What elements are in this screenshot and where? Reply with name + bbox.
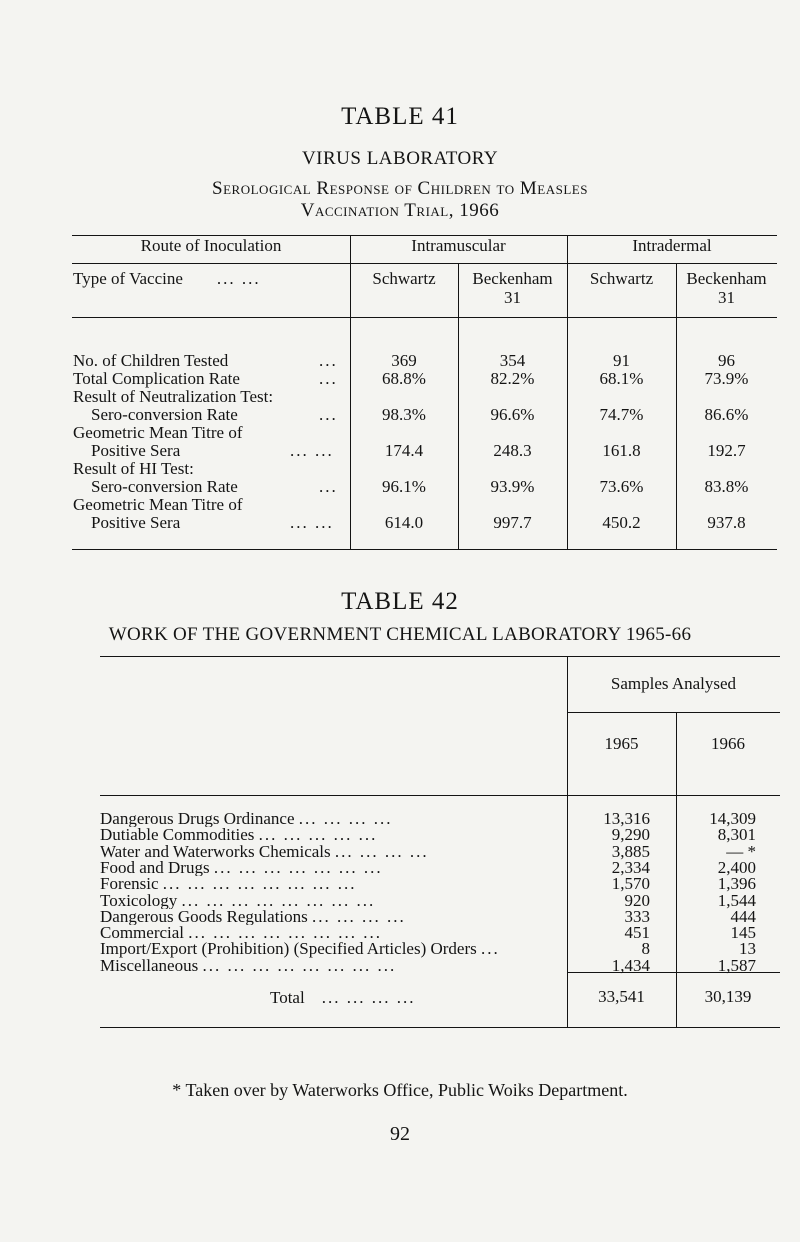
table41-cell: 174.4	[384, 441, 424, 460]
table42-row-label: Commercial ... ... ... ... ... ... ... ...	[100, 925, 383, 942]
table42-cell-1966: 444	[730, 906, 756, 926]
table41-header-bottom-rule	[72, 317, 777, 318]
table42-row-label: Dangerous Goods Regulations ... ... ... ...	[100, 908, 406, 925]
table41-subtitle: VIRUS LABORATORY	[301, 148, 499, 169]
table42-cell-1965: 2,334	[611, 857, 650, 877]
table41-cell: 96	[718, 351, 735, 370]
table41-caption-line1: Serological Response of Children to Measles	[212, 178, 588, 199]
table41-cell: 937.8	[707, 513, 746, 532]
total-1965: 33,541	[598, 987, 645, 1006]
table41-cell: 68.1%	[599, 369, 644, 388]
table41-cell: 614.0	[384, 513, 424, 532]
vaccine-header-beckenham-im: Beckenham 31	[472, 269, 553, 307]
table41-header-rule	[72, 263, 777, 264]
table41-cell: 68.8%	[382, 369, 426, 388]
table42-row-label: Food and Drugs ... ... ... ... ... ... ...	[100, 859, 383, 877]
table41-cell: 74.7%	[599, 405, 644, 424]
table41-row-label: Geometric Mean Titre of	[73, 423, 243, 442]
table41-cell: 450.2	[602, 513, 641, 532]
table42-cell-1966: 1,544	[717, 890, 756, 910]
table42-cell-1965: 920	[624, 890, 650, 910]
intradermal-header: Intradermal	[632, 236, 712, 255]
table41-row-label: Result of Neutralization Test:	[73, 387, 274, 406]
table41-row-label: Geometric Mean Titre of	[73, 495, 243, 514]
table41-row-leader: ...	[319, 351, 338, 370]
table41-cell: 96.6%	[490, 405, 535, 424]
table41-cell: 86.6%	[704, 405, 749, 424]
table42-cell-1965: 1,434	[611, 955, 650, 975]
table41-row-label: No. of Children Tested	[73, 351, 229, 370]
table42-cell-1966: 8,301	[717, 825, 756, 845]
table42-cell-1965: 1,570	[611, 874, 650, 894]
table41-cell: 354	[499, 351, 526, 370]
table41-cell: 73.6%	[599, 477, 644, 496]
table41-cell: 73.9%	[704, 369, 749, 388]
table42-cell-1966: 1,587	[717, 955, 756, 975]
table41-title: TABLE 41	[341, 103, 459, 130]
table42-cell-1966: 13	[739, 939, 756, 959]
table41-row-leader: ... ...	[290, 513, 334, 532]
table41-cell: 161.8	[602, 441, 641, 460]
table41-cell: 192.7	[707, 441, 746, 460]
table41-cell: 83.8%	[704, 477, 749, 496]
table41-cell: 98.3%	[382, 405, 426, 424]
table42-header-bottom-rule	[100, 795, 780, 796]
vaccine-header-beckenham-id: Beckenham 31	[686, 269, 767, 307]
table42-subtitle: WORK OF THE GOVERNMENT CHEMICAL LABORATORY 1965-66	[108, 624, 692, 645]
table42-years-rule	[567, 712, 780, 713]
vaccine-header-schwartz-id: Schwartz	[589, 269, 654, 288]
table41-row-label: Sero-conversion Rate	[91, 477, 238, 496]
table42-cell-1966: 2,400	[717, 857, 756, 877]
table42-row-label: Import/Export (Prohibition) (Specified Articles) Orders ...	[100, 941, 500, 958]
table42-top-rule	[100, 656, 780, 657]
table42-cell-1965: 9,290	[611, 825, 650, 845]
table41-cell: 93.9%	[490, 477, 535, 496]
table41-row-label: Positive Sera	[91, 441, 181, 460]
table42-row-label: Toxicology ... ... ... ... ... ... ... ...	[100, 892, 376, 909]
table41-cell: 96.1%	[382, 477, 426, 496]
table41-cell: 997.7	[493, 513, 532, 532]
footnote: * Taken over by Waterworks Office, Public Woiks Department.	[172, 1080, 628, 1100]
table41-row-leader: ...	[319, 369, 338, 388]
table41-cell: 82.2%	[490, 369, 535, 388]
total-1966: 30,139	[704, 987, 752, 1006]
table42-row-label: Forensic ... ... ... ... ... ... ... ...	[100, 876, 357, 893]
total-label: Total ... ... ... ...	[270, 988, 416, 1007]
table42-cell-1965: 8	[641, 939, 650, 959]
table42-row-label: Dangerous Drugs Ordinance ... ... ... ...	[100, 811, 393, 828]
year-1966-header: 1966	[711, 734, 745, 753]
table41-bottom-rule	[72, 549, 777, 550]
table41-row-leader: ... ...	[290, 441, 334, 460]
table42-cell-1965: 451	[624, 923, 650, 943]
table41-cell: 248.3	[493, 441, 532, 460]
table42-row-label: Miscellaneous ... ... ... ... ... ... ... ...	[100, 957, 397, 974]
table42-cell-1965: 3,885	[611, 841, 650, 861]
year-1965-header: 1965	[604, 734, 639, 753]
intramuscular-header: Intramuscular	[411, 236, 506, 255]
table42-title: TABLE 42	[341, 588, 459, 615]
table42-cell-1966: 145	[730, 923, 756, 943]
page-number: 92	[390, 1123, 410, 1145]
table42-cell-1965: 333	[624, 906, 650, 926]
vaccine-header-schwartz-im: Schwartz	[372, 269, 436, 288]
table41-row-label: Result of HI Test:	[73, 459, 194, 478]
table42-row-label: Water and Waterworks Chemicals ... ... ... ...	[100, 843, 429, 860]
route-of-inoculation-header: Route of Inoculation	[140, 236, 282, 255]
table41-row-leader: ...	[319, 405, 338, 424]
table42-cell-1965: 13,316	[603, 809, 650, 828]
table42-cell-1966: — *	[726, 841, 756, 861]
table42-row-label: Dutiable Commodities ... ... ... ... ...	[100, 827, 378, 844]
table41-cell: 91	[613, 351, 630, 370]
table41-row-label: Positive Sera	[91, 513, 181, 532]
table42-cell-1966: 1,396	[717, 874, 756, 894]
table41-cell: 369	[391, 351, 417, 370]
table41-row-label: Sero-conversion Rate	[91, 405, 238, 424]
type-of-vaccine-header: Type of Vaccine ... ...	[73, 269, 261, 288]
table41-caption-line2: Vaccination Trial, 1966	[300, 200, 500, 221]
table41-row-label: Total Complication Rate	[73, 369, 240, 388]
table41-row-leader: ...	[319, 477, 338, 496]
samples-analysed-header: Samples Analysed	[610, 674, 737, 693]
table42-cell-1966: 14,309	[709, 809, 756, 828]
table42-bottom-rule	[100, 1027, 780, 1028]
